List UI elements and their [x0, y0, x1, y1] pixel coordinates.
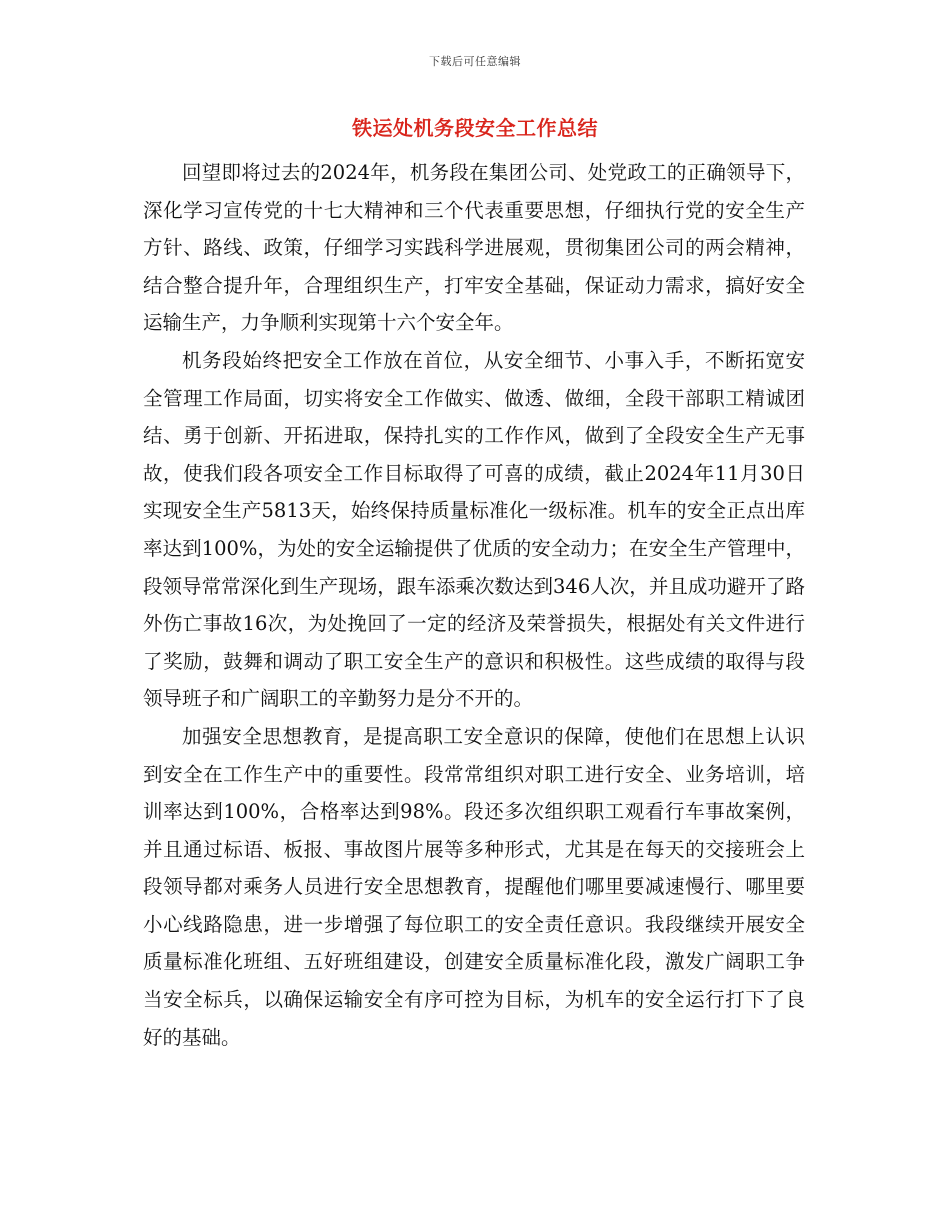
paragraph-2: 机务段始终把安全工作放在首位，从安全细节、小事入手，不断拓宽安全管理工作局面，切实将安全工作做实、做透、做细，全段干部职工精诚团结、勇于创新、开拓进取，保持扎实的工作作风，做到了全段安全生产无事故，使我们段各项安全工作目标取得了可喜的成绩，截止2024年11月30日实现安全生产5813天，始终保持质量标准化一级标准。机车的安全正点出库率达到100%，为处的安全运输提供了优质的安全动力；在安全生产管理中，段领导常常深化到生产现场，跟车添乘次数达到346人次，并且成功避开了路外伤亡事故16次，为处挽回了一定的经济及荣誉损失，根据处有关文件进行了奖励，鼓舞和调动了职工安全生产的意识和积极性。这些成绩的取得与段领导班子和广阔职工的辛勤努力是分不开的。 — [143, 348, 805, 711]
document-body — [143, 154, 805, 1056]
paragraph-1: 回望即将过去的2024年，机务段在集团公司、处党政工的正确领导下，深化学习宣传党的十七大精神和三个代表重要思想，仔细执行党的安全生产方针、路线、政策，仔细学习实践科学进展观，贯彻集团公司的两会精神，结合整合提升年，合理组织生产，打牢安全基础，保证动力需求，搞好安全运输生产，力争顺利实现第十六个安全年。 — [143, 161, 805, 335]
document-title: 铁运处机务段安全工作总结 — [352, 116, 598, 140]
header-note: 下载后可任意编辑 — [429, 55, 521, 68]
paragraph-3: 加强安全思想教育，是提高职工安全意识的保障，使他们在思想上认识到安全在工作生产中的重要性。段常常组织对职工进行安全、业务培训，培训率达到100%，合格率达到98%。段还多次组织职工观看行车事故案例，并且通过标语、板报、事故图片展等多种形式，尤其是在每天的交接班会上段领导都对乘务人员进行安全思想教育，提醒他们哪里要减速慢行、哪里要小心线路隐患，进一步增强了每位职工的安全责任意识。我段继续开展安全质量标准化班组、五好班组建设，创建安全质量标准化段，激发广阔职工争当安全标兵，以确保运输安全有序可控为目标，为机车的安全运行打下了良好的基础。 — [143, 724, 805, 1049]
